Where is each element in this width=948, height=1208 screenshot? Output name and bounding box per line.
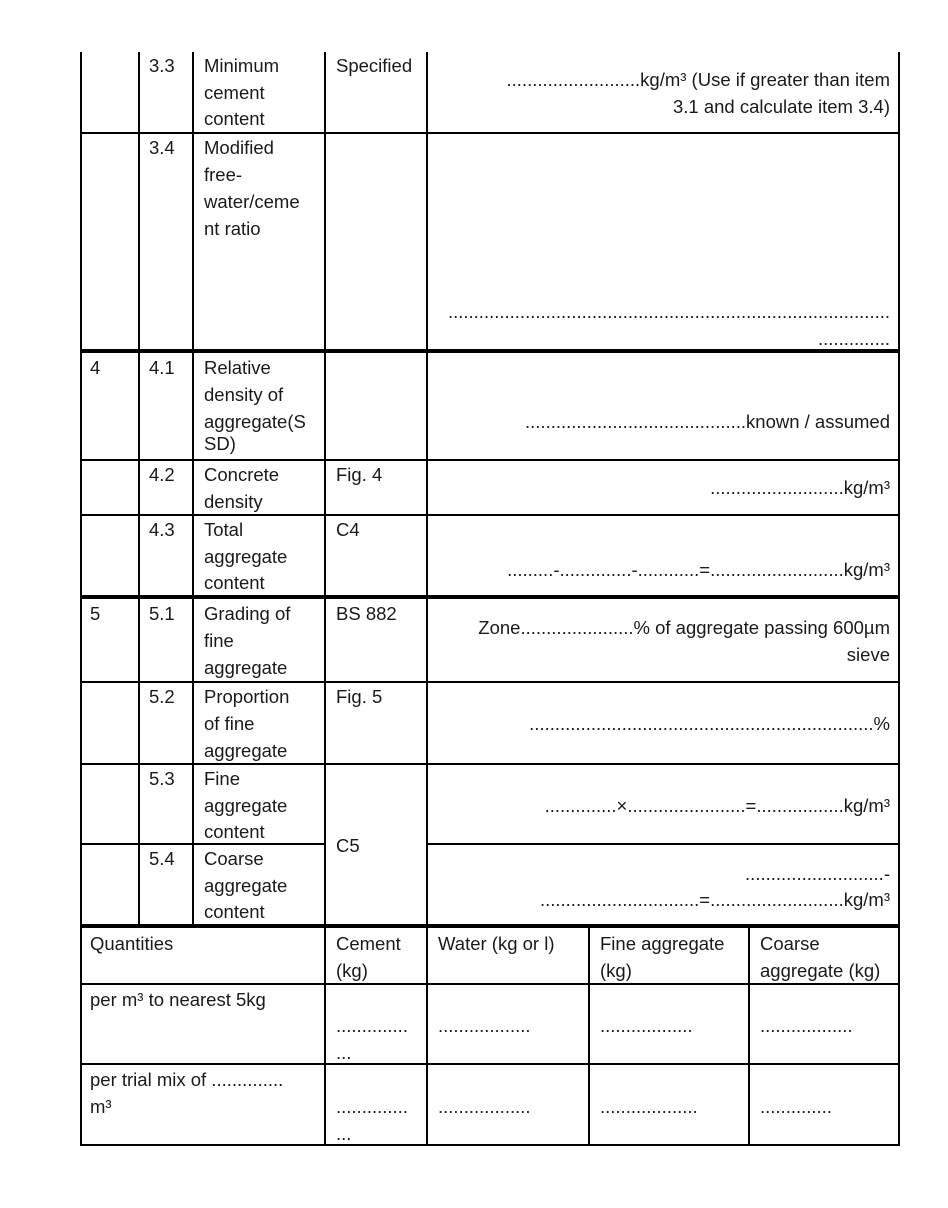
reference-4-3: C4 <box>336 519 360 540</box>
fine-aggregate-per-m3-field[interactable]: .................. <box>600 1015 693 1036</box>
column-divider <box>138 52 140 926</box>
column-header-water: Water (kg or l) <box>438 933 555 954</box>
item-label-5-3: Fine aggregate content <box>204 768 288 842</box>
column-divider <box>426 52 428 1146</box>
value-field-3-3[interactable]: ..........................kg/m³ (Use if greater than item <box>506 69 890 90</box>
value-field-5-2[interactable]: ...................................................................% <box>529 713 890 734</box>
row-divider <box>80 132 900 134</box>
section-number-4: 4 <box>90 357 101 378</box>
row-divider <box>80 1063 900 1065</box>
value-field-5-4-cont[interactable]: ...............................=..........................kg/m³ <box>539 889 890 910</box>
column-header-fine-aggregate: Fine aggregate (kg) <box>600 933 725 981</box>
water-trial-mix-field[interactable]: .................. <box>438 1096 531 1117</box>
item-number-5-2: 5.2 <box>149 686 175 707</box>
cement-per-m3-field[interactable]: .............. ... <box>336 1015 408 1063</box>
row-divider <box>80 514 900 516</box>
value-field-4-2[interactable]: ..........................kg/m³ <box>710 477 890 498</box>
table-border-bottom <box>80 1144 900 1146</box>
column-header-coarse-aggregate: Coarse aggregate (kg) <box>760 933 881 981</box>
value-field-4-3[interactable]: .........-..............-............=..........................kg/m³ <box>507 559 890 580</box>
column-divider <box>192 52 194 926</box>
coarse-aggregate-trial-mix-field[interactable]: .............. <box>760 1096 832 1117</box>
table-border-left <box>80 52 82 1146</box>
item-number-5-3: 5.3 <box>149 768 175 789</box>
item-number-3-4: 3.4 <box>149 137 175 158</box>
reference-5-3-5-4: C5 <box>336 835 360 856</box>
value-field-5-1[interactable]: Zone......................% of aggregate passing 600µm <box>478 617 890 638</box>
column-divider <box>324 52 326 1146</box>
item-label-4-1: Relative density of aggregate(S SD) <box>204 357 306 454</box>
row-divider <box>80 459 900 461</box>
row-divider <box>80 681 900 683</box>
item-label-4-3: Total aggregate content <box>204 519 288 593</box>
item-label-5-1: Grading of fine aggregate <box>204 603 291 678</box>
value-field-3-4[interactable]: ...................................................................................... <box>447 301 890 322</box>
item-number-3-3: 3.3 <box>149 55 175 76</box>
coarse-aggregate-per-m3-field[interactable]: .................. <box>760 1015 853 1036</box>
cement-trial-mix-field[interactable]: .............. ... <box>336 1096 408 1144</box>
section-number-5: 5 <box>90 603 101 624</box>
table-border-right <box>898 52 900 1146</box>
item-label-4-2: Concrete density <box>204 464 280 512</box>
reference-4-2: Fig. 4 <box>336 464 383 485</box>
fine-aggregate-trial-mix-field[interactable]: ................... <box>600 1096 698 1117</box>
item-number-5-1: 5.1 <box>149 603 175 624</box>
item-label-3-4: Modified free- water/ceme nt ratio <box>204 137 300 239</box>
column-divider <box>588 926 590 1146</box>
row-divider <box>426 843 900 845</box>
value-field-4-1[interactable]: ...........................................known / assumed <box>525 411 890 432</box>
value-field-5-3[interactable]: ..............×.......................=.................kg/m³ <box>544 795 890 816</box>
reference-3-3: Specified <box>336 55 413 76</box>
reference-5-1: BS 882 <box>336 603 397 624</box>
water-per-m3-field[interactable]: .................. <box>438 1015 531 1036</box>
item-label-5-4: Coarse aggregate content <box>204 848 288 922</box>
item-number-4-1: 4.1 <box>149 357 175 378</box>
quantities-heading: Quantities <box>90 933 174 954</box>
row-divider <box>80 763 900 765</box>
column-divider <box>748 926 750 1146</box>
item-number-4-3: 4.3 <box>149 519 175 540</box>
section-divider <box>80 349 900 353</box>
value-field-3-4-cont[interactable]: .............. <box>818 328 890 349</box>
value-field-5-4[interactable]: ...........................- <box>745 863 890 884</box>
row-label-trial-mix: per trial mix of .............. <box>90 1069 284 1090</box>
reference-5-2: Fig. 5 <box>336 686 383 707</box>
item-label-5-2: Proportion of fine aggregate <box>204 686 290 761</box>
row-label-per-m3: per m³ to nearest 5kg <box>90 989 266 1010</box>
section-divider <box>80 924 900 928</box>
value-note-5-1: sieve <box>846 644 890 665</box>
item-number-4-2: 4.2 <box>149 464 175 485</box>
column-header-cement: Cement (kg) <box>336 933 401 981</box>
item-label-3-3: Minimum cement content <box>204 55 280 129</box>
item-number-5-4: 5.4 <box>149 848 175 869</box>
row-divider <box>80 843 326 845</box>
row-label-trial-mix-unit: m³ <box>90 1096 112 1117</box>
section-divider <box>80 595 900 599</box>
value-note-3-3: 3.1 and calculate item 3.4) <box>673 96 890 117</box>
